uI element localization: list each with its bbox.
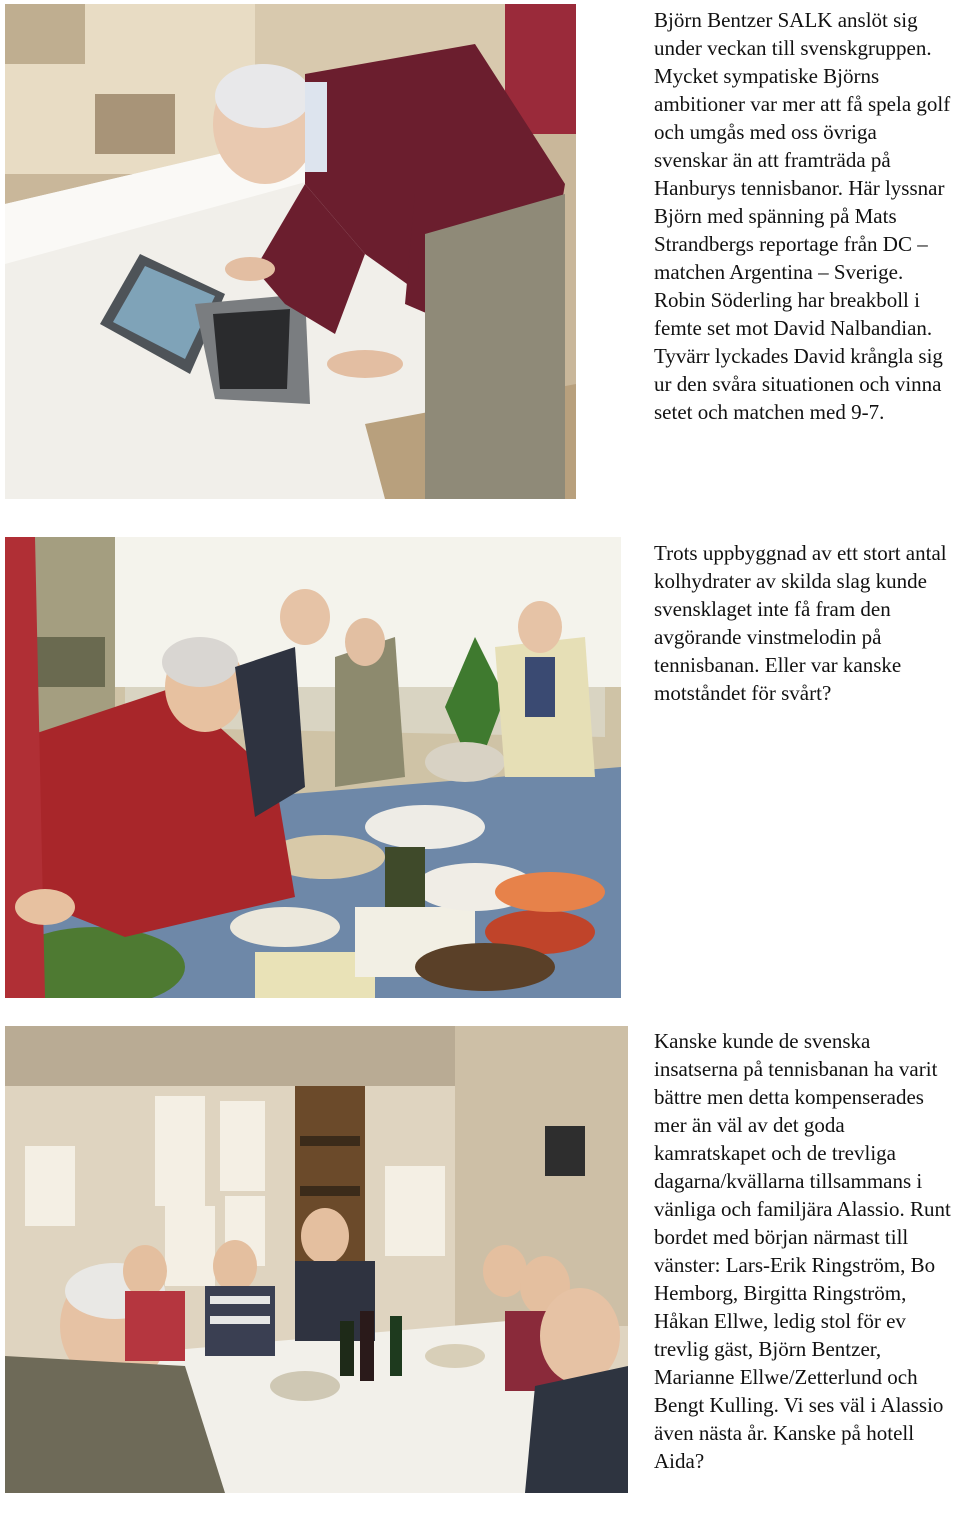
photo-laptop-listening — [5, 4, 576, 499]
photo-dinner-group — [5, 1026, 628, 1493]
photo-buffet-table — [5, 537, 621, 998]
paragraph-kamratskapet: Kanske kunde de svenska insatserna på tennisbanan ha varit bättre men detta kompenserades mer än väl av det goda kamratskapet och de trevliga dagarna/kvällarna tillsammans i vänliga och familjära Alassio. Runt bordet med början närmast till vänster: Lars-Erik Ringström, Bo Hemborg, Birgitta Ringström, Håkan Ellwe, ledig stol för ev trevlig gäst, Björn Bentzer, Marianne Ellwe/Zetterlund och Bengt Kulling. Vi ses väl i Alassio även nästa år. Kanske på hotell Aida? — [654, 1029, 951, 1473]
paragraph-kolhydrater: Trots uppbyggnad av ett stort antal kolhydrater av skilda slag kunde svensklaget inte få fram den avgörande vinstmelodin på tennisbanan. Eller var kanske motståndet för svårt? — [654, 541, 947, 705]
paragraph-bjorn-bentzer: Björn Bentzer SALK anslöt sig under veckan till svenskgruppen. Mycket sympatiske Björns ambitioner var mer att få spela golf och umgås med oss övriga svenskar än att framträda på Hanburys tennisbanor. Här lyssnar Björn med spänning på Mats Strandbergs reportage från DC – matchen Argentina – Sverige. Robin Söderling har breakboll i femte set mot David Nalbandian. Tyvärr lyckades David krångla sig ur den svåra situationen och vinna setet och matchen med 9-7. — [654, 8, 951, 424]
